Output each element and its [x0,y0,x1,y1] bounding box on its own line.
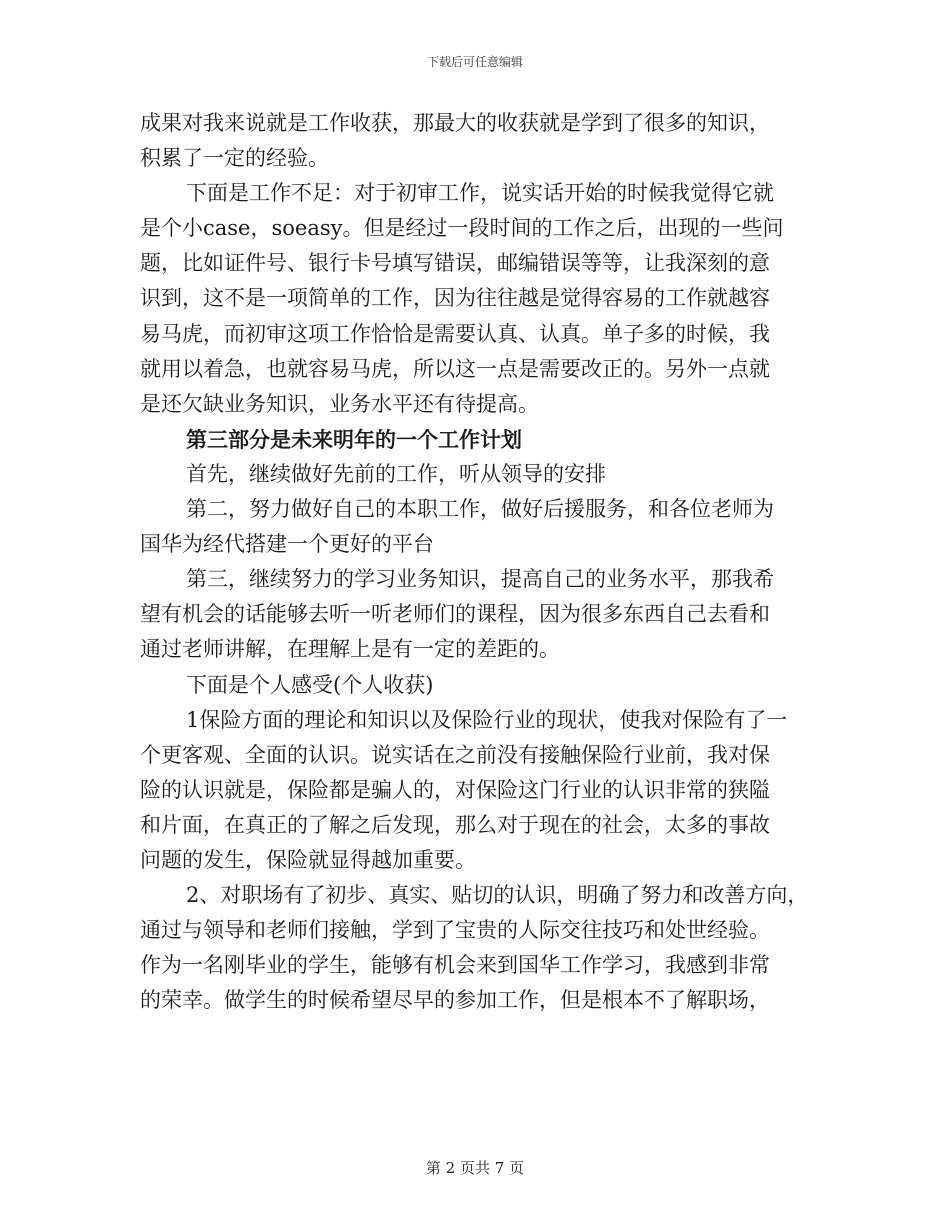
text-line: 是个小case，soeasy。但是经过一段时间的工作之后，出现的一些问 [140,216,784,241]
text-line: 通过老师讲解，在理解上是有一定的差距的。 [140,637,560,662]
text-line: 识到，这不是一项简单的工作，因为往往越是觉得容易的工作就越容 [140,286,770,311]
text-line: 国华为经代搭建一个更好的平台 [140,532,434,557]
text-line: 2、对职场有了初步、真实、贴切的认识，明确了努力和改善方向， [186,883,809,908]
text-line: 首先，继续做好先前的工作，听从领导的安排 [186,461,606,486]
text-line: 望有机会的话能够去听一听老师们的课程，因为很多东西自己去看和 [140,602,770,627]
page-header: 下载后可任意编辑 [426,55,523,69]
text-line: 问题的发生，保险就显得越加重要。 [140,847,476,872]
text-line: 的荣幸。做学生的时候希望尽早的参加工作，但是根本不了解职场， [140,988,770,1013]
text-line: 个更客观、全面的认识。说实话在之前没有接触保险行业前，我对保 [140,742,770,767]
text-line: 题，比如证件号、银行卡号填写错误，邮编错误等等，让我深刻的意 [140,251,770,276]
text-line: 作为一名刚毕业的学生，能够有机会来到国华工作学习，我感到非常 [140,953,770,978]
text-line: 积累了一定的经验。 [140,146,329,171]
text-line: 第三，继续努力的学习业务知识，提高自己的业务水平，那我希 [186,567,774,592]
text-line: 就用以着急，也就容易马虎，所以这一点是需要改正的。另外一点就 [140,356,770,381]
text-line: 下面是个人感受(个人收获) [186,672,434,697]
text-line: 易马虎，而初审这项工作恰恰是需要认真、认真。单子多的时候，我 [140,321,770,346]
text-line: 和片面，在真正的了解之后发现，那么对于现在的社会，太多的事故 [140,812,770,837]
text-line: 成果对我来说就是工作收获，那最大的收获就是学到了很多的知识， [140,111,770,135]
document-body [140,106,816,1018]
text-line: 通过与领导和老师们接触，学到了宝贵的人际交往技巧和处世经验。 [140,918,770,943]
page-footer: 第 2 页共 7 页 [425,1159,525,1177]
text-line: 是还欠缺业务知识，业务水平还有待提高。 [140,391,539,416]
text-line: 第二，努力做好自己的本职工作，做好后援服务，和各位老师为 [186,497,774,522]
section-heading: 第三部分是未来明年的一个工作计划 [186,426,522,452]
text-line: 险的认识就是，保险都是骗人的，对保险这门行业的认识非常的狭隘 [140,777,770,802]
text-line: 1保险方面的理论和知识以及保险行业的现状，使我对保险有了一 [186,707,788,732]
text-line: 下面是工作不足：对于初审工作，说实话开始的时候我觉得它就 [186,181,774,206]
